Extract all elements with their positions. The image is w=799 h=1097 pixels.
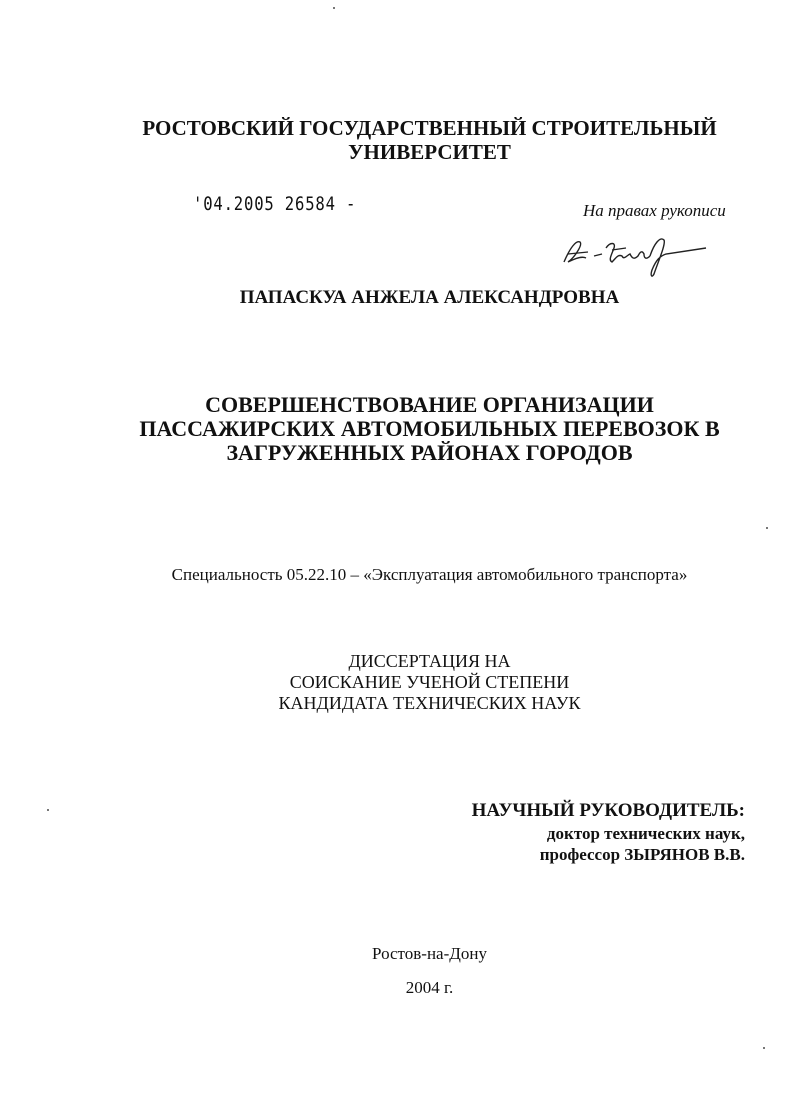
scan-speck [766,527,768,529]
scan-speck [763,1047,765,1049]
thesis-title-line-2: ПАССАЖИРСКИХ АВТОМОБИЛЬНЫХ ПЕРЕВОЗОК В [139,416,720,441]
supervisor-name: профессор ЗЫРЯНОВ В.В. [539,845,745,864]
dissertation-line-2: СОИСКАНИЕ УЧЕНОЙ СТЕПЕНИ [289,672,570,692]
scan-speck [333,7,335,9]
university-line-2: УНИВЕРСИТЕТ [348,140,511,164]
manuscript-rights-note: На правах рукописи [583,201,726,220]
author-signature-icon [556,228,716,280]
author-name: ПАПАСКУА АНЖЕЛА АЛЕКСАНДРОВНА [239,287,620,308]
thesis-title-line-3: ЗАГРУЖЕННЫХ РАЙОНАХ ГОРОДОВ [226,440,633,465]
year: 2004 г. [405,978,454,997]
supervisor-heading: НАУЧНЫЙ РУКОВОДИТЕЛЬ: [471,800,745,821]
dissertation-type [30,651,799,714]
registration-stamp: '04.2005 26584 - [193,193,357,215]
thesis-title [30,393,799,465]
dissertation-line-1: ДИССЕРТАЦИЯ НА [348,651,511,671]
supervisor-block [472,799,745,865]
thesis-title-line-1: СОВЕРШЕНСТВОВАНИЕ ОРГАНИЗАЦИИ [205,392,654,417]
specialty-line: Специальность 05.22.10 – «Эксплуатация автомобильного транспорта» [171,565,688,584]
university-line-1: РОСТОВСКИЙ ГОСУДАРСТВЕННЫЙ СТРОИТЕЛЬНЫЙ [142,116,717,140]
university-name [30,116,799,164]
scan-speck [47,809,49,811]
city: Ростов-на-Дону [372,944,487,963]
supervisor-degree: доктор технических наук, [546,824,745,843]
dissertation-line-3: КАНДИДАТА ТЕХНИЧЕСКИХ НАУК [278,693,581,713]
